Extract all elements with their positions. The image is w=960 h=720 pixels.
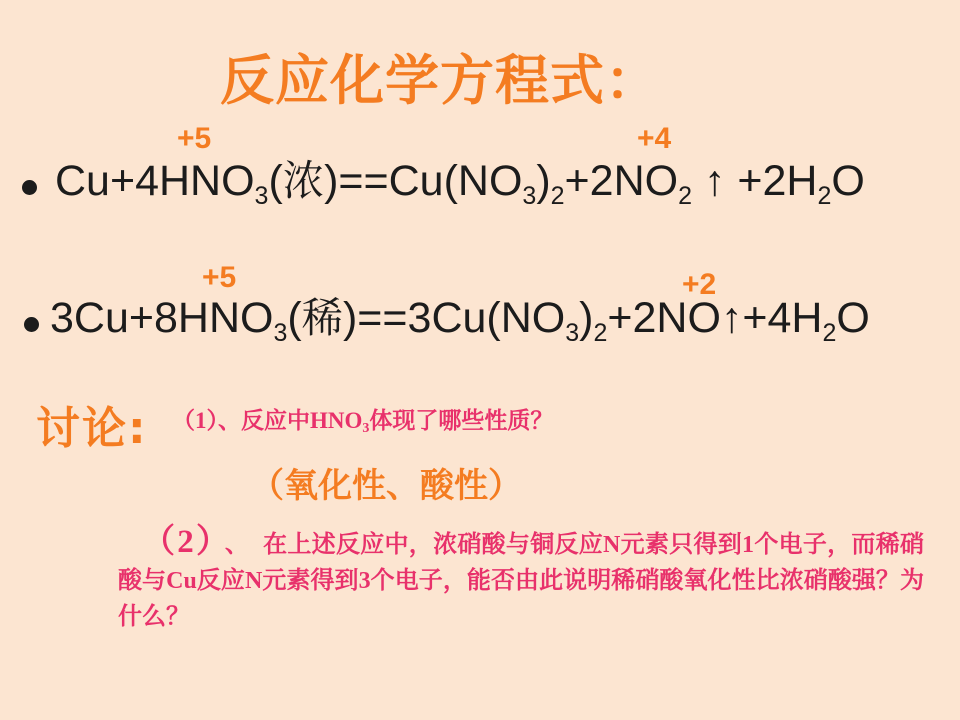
oxidation-state-label-eq2-right: +2 — [682, 268, 717, 301]
discussion-answer-1: （氧化性、酸性） — [250, 466, 522, 506]
oxidation-state-label-eq1-left: +5 — [177, 122, 212, 155]
equation-dilute: $3Cu+8HNO_3$(稀)$==3Cu(NO_3)_2+2NO↑+4H_2O$ — [50, 294, 870, 347]
oxidation-state-label-eq2-left: +5 — [202, 261, 237, 294]
question-2-number: （2） — [142, 524, 215, 560]
discussion-label: 讨论: — [36, 403, 148, 454]
cn-dilute-char: 稀 — [301, 294, 343, 342]
subscript: 2 — [822, 319, 837, 347]
question-2-text: 在上述反应中，浓硝酸与铜反应N元素只得到1个电子，而稀硝酸与Cu反应N元素得到3个电子，能否由此说明稀硝酸氧化性比浓硝酸强？为什么？ — [118, 532, 924, 630]
subscript: 2 — [678, 182, 692, 210]
gas-up-arrow: ↑ — [720, 294, 743, 342]
bullet-icon — [22, 180, 37, 195]
subscript: 3 — [522, 182, 537, 210]
subscript: 3 — [273, 319, 288, 347]
subscript: 3 — [254, 182, 269, 210]
equation-concentrated: $Cu+4HNO_3$(浓)$==Cu(NO_3)_2+2NO_2$ ↑ $+2H_2O$ — [55, 157, 865, 210]
gas-up-arrow: ↑ — [691, 157, 738, 205]
oxidation-state-label-eq1-right: +4 — [637, 122, 672, 155]
discussion-question-2 — [118, 524, 924, 635]
subscript: 3 — [362, 421, 370, 436]
question-2-separator: 、 — [224, 532, 250, 558]
equation-text: 3Cu+8HNO — [50, 294, 274, 342]
subscript: 2 — [593, 319, 608, 347]
subscript: 2 — [817, 182, 832, 210]
discussion-question-1: （1）、反应中$HNO_3$体现了哪些性质？ — [172, 408, 554, 436]
cn-concentrated-char: 浓 — [282, 157, 325, 205]
equation-text: Cu+4HNO — [55, 157, 255, 205]
bullet-icon — [24, 317, 39, 332]
slide-title: 反应化学方程式： — [220, 49, 660, 112]
subscript: 3 — [565, 319, 580, 347]
subscript: 2 — [550, 182, 565, 210]
